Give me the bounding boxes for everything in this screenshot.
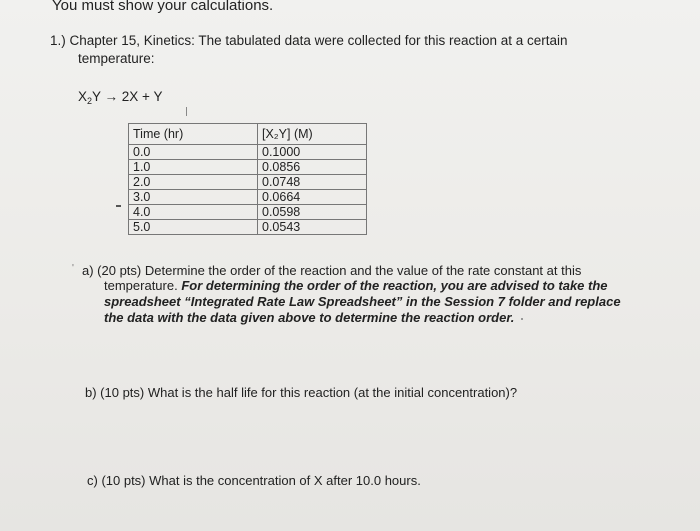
column-header-time: Time (hr) [129,124,258,145]
concentration-cell: 0.0856 [258,160,367,175]
concentration-table [128,123,367,235]
time-cell: 3.0 [129,190,258,205]
table-row [129,145,367,160]
table-row [129,205,367,220]
table-row [129,175,367,190]
pen-mark: ' [72,263,74,274]
concentration-cell: 0.0598 [258,205,367,220]
time-cell: 5.0 [129,220,258,235]
reaction-remainder: Y → 2X + Y [92,89,163,104]
concentration-cell: 0.0748 [258,175,367,190]
reactant-subscript: 2 [87,96,93,106]
table-row [129,160,367,175]
reaction-equation [78,89,162,106]
column-header-concentration: [X₂Y] (M) [258,124,367,145]
instructions-header: You must show your calculations. [52,0,274,14]
concentration-cell: 0.0664 [258,190,367,205]
reactant-x: X [78,89,88,104]
part-a-line-3: spreadsheet “Integrated Rate Law Spreadsheet” in the Session 7 folder and replace [104,294,621,309]
pen-mark [521,318,523,320]
pen-mark [116,205,121,207]
part-c-question: c) (10 pts) What is the concentration of X after 10.0 hours. [87,473,421,488]
part-a-line-4: the data with the data given above to determine the reaction order. [104,310,515,325]
time-cell: 4.0 [129,205,258,220]
table-row [129,220,367,235]
part-a-line-2 [104,278,608,293]
concentration-cell: 0.1000 [258,145,367,160]
question-1-line-1: 1.) Chapter 15, Kinetics: The tabulated data were collected for this reaction at a certain [50,33,568,48]
pen-mark [186,107,187,116]
question-1-line-2: temperature: [78,51,155,66]
time-cell: 2.0 [129,175,258,190]
time-cell: 1.0 [129,160,258,175]
part-a-line-2-plain: temperature. [104,278,182,293]
part-b-question: b) (10 pts) What is the half life for this reaction (at the initial concentration)? [85,385,518,400]
time-cell: 0.0 [129,145,258,160]
part-a-line-2-emphasis: For determining the order of the reaction, you are advised to take the [181,278,608,293]
concentration-cell: 0.0543 [258,220,367,235]
table-header-row [129,124,367,145]
table-row [129,190,367,205]
part-a-line-1: a) (20 pts) Determine the order of the reaction and the value of the rate constant at this [82,263,582,278]
